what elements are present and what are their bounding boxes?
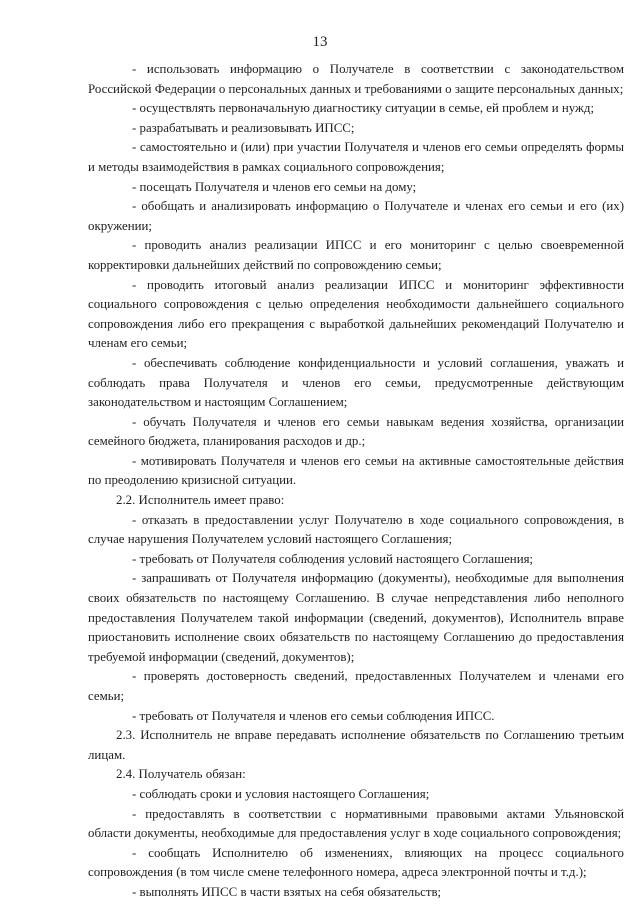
paragraph: - использовать информацию о Получателе в соответствии с законодательством Российской Федерации о персональных данных и требованиями о защите персональных данных; [88,62,624,96]
paragraph: - осуществлять первоначальную диагностику ситуации в семье, ей проблем и нужд; [132,101,595,116]
paragraph: - разрабатывать и реализовывать ИПСС; [132,120,355,135]
paragraph: - мотивировать Получателя и членов его семьи на активные самостоятельные действия по преодолению кризисной ситуации. [88,453,624,488]
paragraph: - требовать от Получателя и членов его семьи соблюдения ИПСС. [132,708,495,723]
section-paragraph: 2.3. Исполнитель не вправе передавать исполнение обязательств по Соглашению третьим лицам. [88,728,624,762]
paragraph: - обобщать и анализировать информацию о Получателе и членах его семьи и его (их) окружении; [88,199,624,233]
paragraph: - выполнять ИПСС в части взятых на себя обязательств; [132,884,442,899]
section-heading: 2.2. Исполнитель имеет право: [116,493,285,508]
paragraph: - отказать в предоставлении услуг Получателю в ходе социального сопровождения, в случае нарушения Получателем условий настоящего Соглашения; [88,512,624,547]
paragraph: - проводить анализ реализации ИПСС и его мониторинг с целью своевременной корректировки дальнейших действий по сопровождению семьи; [88,238,624,272]
paragraph: - проверять достоверность сведений, предоставленных Получателем и членами его семьи; [88,669,624,703]
paragraph: - самостоятельно и (или) при участии Получателя и членов его семьи определять формы и методы взаимодействия в рамках социального сопровождения; [88,140,624,174]
paragraph: - сообщать Исполнителю об изменениях, влияющих на процесс социального сопровождения (в том числе смене телефонного номера, адреса электронной почты и т.д.); [88,845,624,880]
paragraph: - предоставлять в соответствии с нормативными правовыми актами Ульяновской области документы, необходимые для предоставления услуг в ходе социального сопровождения; [88,806,624,841]
page-number: 13 [312,34,328,50]
paragraph: - требовать от Получателя соблюдения условий настоящего Соглашения; [132,551,534,566]
document-body [88,60,624,903]
paragraph: - запрашивать от Получателя информацию (документы), необходимые для выполнения своих обязательств по настоящему Соглашению. В случае непредставления либо неполного предоставления Получателем такой информации (сведений, документов), Исполнитель вправе приостановить исполнение своих обязательств по настоящему Соглашению до предоставления требуемой информации (сведений, документов); [88,571,624,664]
paragraph: - проводить итоговый анализ реализации ИПСС и мониторинг эффективности социального сопровождения с целью определения необходимости дальнейшего социального сопровождения либо его прекращения с выработкой дальнейших рекомендаций Получателю и членам его семьи; [88,277,624,351]
paragraph: - соблюдать сроки и условия настоящего Соглашения; [132,786,430,801]
section-heading: 2.4. Получатель обязан: [116,767,246,782]
paragraph: - посещать Получателя и членов его семьи на дому; [132,179,417,194]
paragraph: - обеспечивать соблюдение конфиденциальности и условий соглашения, уважать и соблюдать права Получателя и членов его семьи, предусмотренные действующим законодательством и настоящим Соглашением; [88,355,624,410]
paragraph: - обучать Получателя и членов его семьи навыкам ведения хозяйства, организации семейного бюджета, планирования расходов и др.; [88,414,624,449]
